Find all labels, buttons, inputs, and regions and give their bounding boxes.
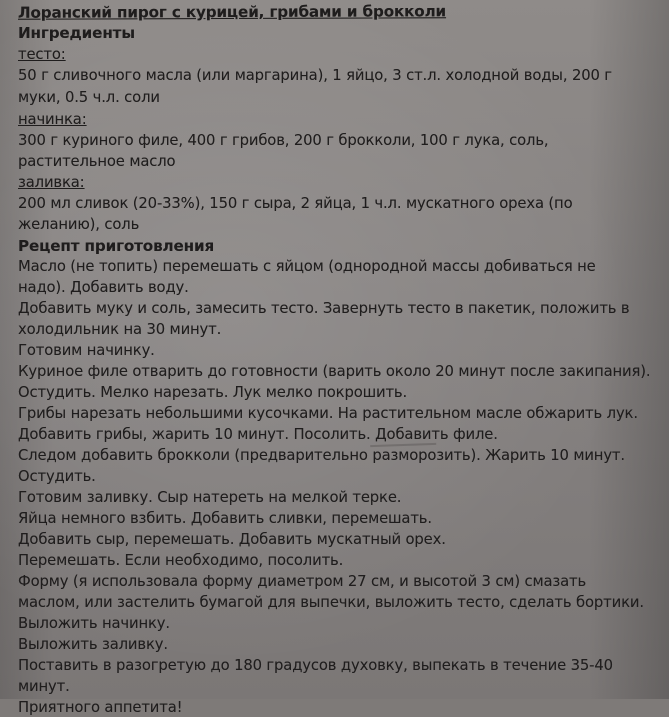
method-line: Выложить начинку. <box>18 615 170 632</box>
dough-ingredients-line: 50 г сливочного масла (или маргарина), 1 яйцо, 3 ст.л. холодной воды, 200 г <box>18 67 612 84</box>
method-line: Остудить. Мелко нарезать. Лук мелко покрошить. <box>18 384 408 401</box>
method-line: маслом, или застелить бумагой для выпечки, выложить тесто, сделать бортики. <box>18 594 644 611</box>
method-line: минут. <box>18 678 70 695</box>
strikeout-mark <box>370 431 436 447</box>
ingredients-heading: Ингредиенты <box>18 24 135 42</box>
method-line: Яйца немного взбить. Добавить сливки, перемешать. <box>18 510 432 527</box>
method-line: Форму (я использовала форму диаметром 27 см, и высотой 3 см) смазать <box>18 573 587 590</box>
method-line: Остудить. <box>18 468 96 485</box>
dough-subheading: тесто: <box>18 46 66 63</box>
method-line: Грибы нарезать небольшими кусочками. На растительном масле обжарить лук. <box>18 405 638 422</box>
method-line: Добавить грибы, жарить 10 минут. Посолить. Добавить филе. <box>18 426 498 443</box>
topping-ingredients-line: желанию), соль <box>18 216 140 233</box>
dough-ingredients-line: муки, 0.5 ч.л. соли <box>18 89 160 106</box>
method-line: Куриное филе отварить до готовности (варить около 20 минут после закипания). <box>18 363 651 380</box>
method-line: Добавить муку и соль, замесить тесто. Завернуть тесто в пакетик, положить в <box>18 300 630 317</box>
method-line: Поставить в разогретую до 180 градусов духовку, выпекать в течение 35-40 <box>18 657 613 674</box>
method-heading: Рецепт приготовления <box>18 237 215 255</box>
method-line: надо). Добавить воду. <box>18 279 189 296</box>
method-line: холодильник на 30 минут. <box>18 321 222 338</box>
filling-subheading: начинка: <box>18 111 87 128</box>
method-line: Добавить сыр, перемешать. Добавить мускатный орех. <box>18 531 446 548</box>
topping-subheading: заливка: <box>18 174 85 191</box>
filling-ingredients-line: 300 г куриного филе, 400 г грибов, 200 г брокколи, 100 г лука, соль, <box>18 132 549 149</box>
recipe-title: Лоранский пирог с курицей, грибами и брокколи <box>17 2 447 22</box>
topping-ingredients-line: 200 мл сливок (20-33%), 150 г сыра, 2 яйца, 1 ч.л. мускатного ореха (по <box>18 195 573 212</box>
method-line: Следом добавить брокколи (предварительно разморозить). Жарить 10 минут. <box>18 447 625 464</box>
filling-ingredients-line: растительное масло <box>18 153 176 170</box>
method-line: Масло (не топить) перемешать с яйцом (однородной массы добиваться не <box>18 258 596 275</box>
method-line: Готовим заливку. Сыр натереть на мелкой терке. <box>18 489 402 506</box>
method-line: Готовим начинку. <box>18 342 155 359</box>
method-line: Выложить заливку. <box>18 636 168 653</box>
method-line: Перемешать. Если необходимо, посолить. <box>18 552 344 569</box>
method-line: Приятного аппетита! <box>18 699 183 716</box>
